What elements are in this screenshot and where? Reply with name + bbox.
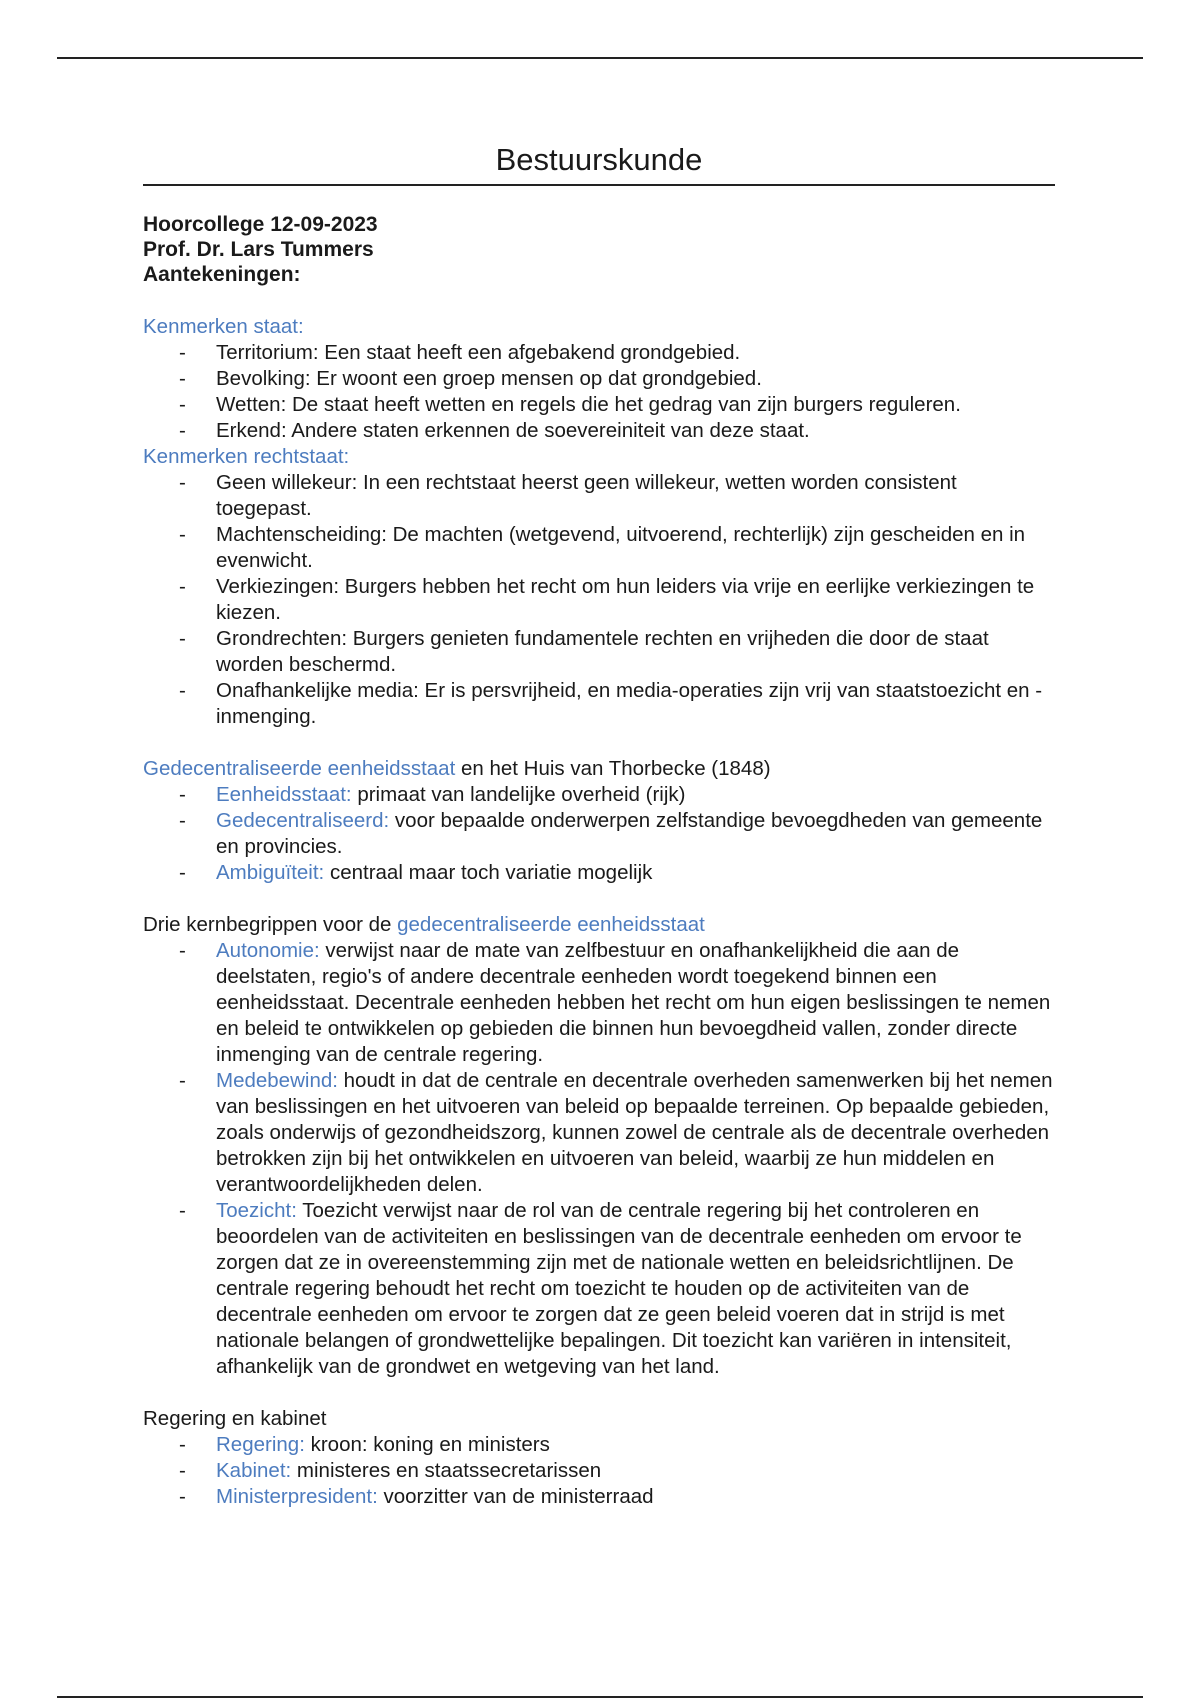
dash-marker: -	[179, 471, 186, 494]
list-item: - Autonomie: verwijst naar de mate van zelfbestuur en onafhankelijkheid die aan de deelstaten, regio's of andere decentrale eenheden wordt toegekend binnen een eenheidsstaat. Decentrale eenheden hebben het recht om hun eigen beslissingen te nemen en beleid te ontwikkelen op gebieden die binnen hun bevoegdheid vallen, zonder directe inmenging van de centrale regering.	[179, 939, 1051, 1066]
list-item: - Ministerpresident: voorzitter van de ministerraad	[179, 1485, 654, 1508]
list-item: - Bevolking: Er woont een groep mensen op dat grondgebied.	[179, 367, 762, 390]
lecture-meta	[143, 212, 1055, 287]
list-rechtstaat	[143, 470, 1055, 730]
list-item: - Verkiezingen: Burgers hebben het recht om hun leiders via vrije en eerlijke verkiezingen te kiezen.	[179, 575, 1035, 624]
list-item: - Eenheidsstaat: primaat van landelijke overheid (rijk)	[179, 783, 686, 806]
list-item: - Grondrechten: Burgers genieten fundamentele rechten en vrijheden die door de staat worden beschermd.	[179, 627, 989, 676]
term: Medebewind:	[216, 1069, 338, 1092]
list-kernbegrippen	[143, 938, 1055, 1380]
list-item: - Toezicht: Toezicht verwijst naar de rol van de centrale regering bij het controleren en beoordelen van de activiteiten en beslissingen van de decentrale eenheden om ervoor te zorgen dat ze in overeenstemming zijn met de nationale wetten en beleidsrichtlijnen. De centrale regering behoudt het recht om toezicht te houden op de activiteiten van de decentrale eenheden om ervoor te zorgen dat ze geen beleid voeren dat in strijd is met nationale belangen of grondwettelijke bepalingen. Dit toezicht kan variëren in intensiteit, afhankelijk van de grondwet en wetgeving van het land.	[179, 1199, 1022, 1378]
dash-marker: -	[179, 1485, 186, 1508]
list-item: - Ambiguïteit: centraal maar toch variatie mogelijk	[179, 861, 653, 884]
list-item: - Medebewind: houdt in dat de centrale en decentrale overheden samenwerken bij het nemen van beslissingen en het uitvoeren van beleid op bepaalde terreinen. Op bepaalde gebieden, zoals onderwijs of gezondheidszorg, kunnen zowel de centrale als de decentrale overheden betrokken zijn bij het ontwikkelen en uitvoeren van beleid, waarbij ze hun middelen en verantwoordelijkheden delen.	[179, 1069, 1053, 1196]
dash-marker: -	[179, 679, 186, 702]
list-item: - Onafhankelijke media: Er is persvrijheid, en media-operaties zijn vrij van staatstoezicht en -inmenging.	[179, 679, 1043, 728]
dash-marker: -	[179, 1433, 186, 1456]
term: Eenheidsstaat:	[216, 783, 352, 806]
list-item: - Machtenscheiding: De machten (wetgevend, uitvoerend, rechterlijk) zijn gescheiden en in evenwicht.	[179, 523, 1026, 572]
section-heading-thorbecke: Gedecentraliseerde eenheidsstaat en het Huis van Thorbecke (1848)	[143, 757, 771, 780]
dash-marker: -	[179, 1069, 186, 1092]
dash-marker: -	[179, 783, 186, 806]
term: Ministerpresident:	[216, 1485, 378, 1508]
section-heading-kernbegrippen: Drie kernbegrippen voor de gedecentraliseerde eenheidsstaat	[143, 913, 705, 936]
dash-marker: -	[179, 1459, 186, 1482]
dash-marker: -	[179, 861, 186, 884]
term: Gedecentraliseerd:	[216, 809, 390, 832]
document-body	[143, 140, 1055, 1510]
dash-marker: -	[179, 627, 186, 650]
list-item: - Wetten: De staat heeft wetten en regels die het gedrag van zijn burgers reguleren.	[179, 393, 961, 416]
term: Autonomie:	[216, 939, 320, 962]
dash-marker: -	[179, 367, 186, 390]
list-item: - Regering: kroon: koning en ministers	[179, 1433, 550, 1456]
list-staat	[143, 340, 1055, 444]
lecture-professor: Prof. Dr. Lars Tummers	[143, 238, 374, 261]
term: Toezicht:	[216, 1199, 297, 1222]
list-regering	[143, 1432, 1055, 1510]
dash-marker: -	[179, 393, 186, 416]
term: Regering:	[216, 1433, 305, 1456]
section-heading-rechtstaat: Kenmerken rechtstaat:	[143, 445, 350, 468]
dash-marker: -	[179, 523, 186, 546]
dash-marker: -	[179, 809, 186, 832]
term: Kabinet:	[216, 1459, 292, 1482]
list-item: - Kabinet: ministeres en staatssecretarissen	[179, 1459, 602, 1482]
list-thorbecke	[143, 782, 1055, 886]
lecture-date: Hoorcollege 12-09-2023	[143, 213, 378, 236]
term: Ambiguïteit:	[216, 861, 325, 884]
list-item: - Territorium: Een staat heeft een afgebakend grondgebied.	[179, 341, 741, 364]
page-bottom-rule	[57, 1696, 1143, 1698]
list-item: - Gedecentraliseerd: voor bepaalde onderwerpen zelfstandige bevoegdheden van gemeente en provincies.	[179, 809, 1043, 858]
dash-marker: -	[179, 1199, 186, 1222]
list-item: - Erkend: Andere staten erkennen de soevereiniteit van deze staat.	[179, 419, 810, 442]
document-title: Bestuurskunde	[143, 140, 1055, 186]
list-item: - Geen willekeur: In een rechtstaat heerst geen willekeur, wetten worden consistent toegepast.	[179, 471, 957, 520]
notes-label: Aantekeningen:	[143, 263, 301, 286]
dash-marker: -	[179, 575, 186, 598]
dash-marker: -	[179, 939, 186, 962]
section-heading-regering: Regering en kabinet	[143, 1407, 327, 1430]
page-top-rule	[57, 57, 1143, 59]
section-heading-staat: Kenmerken staat:	[143, 315, 304, 338]
dash-marker: -	[179, 419, 186, 442]
dash-marker: -	[179, 341, 186, 364]
